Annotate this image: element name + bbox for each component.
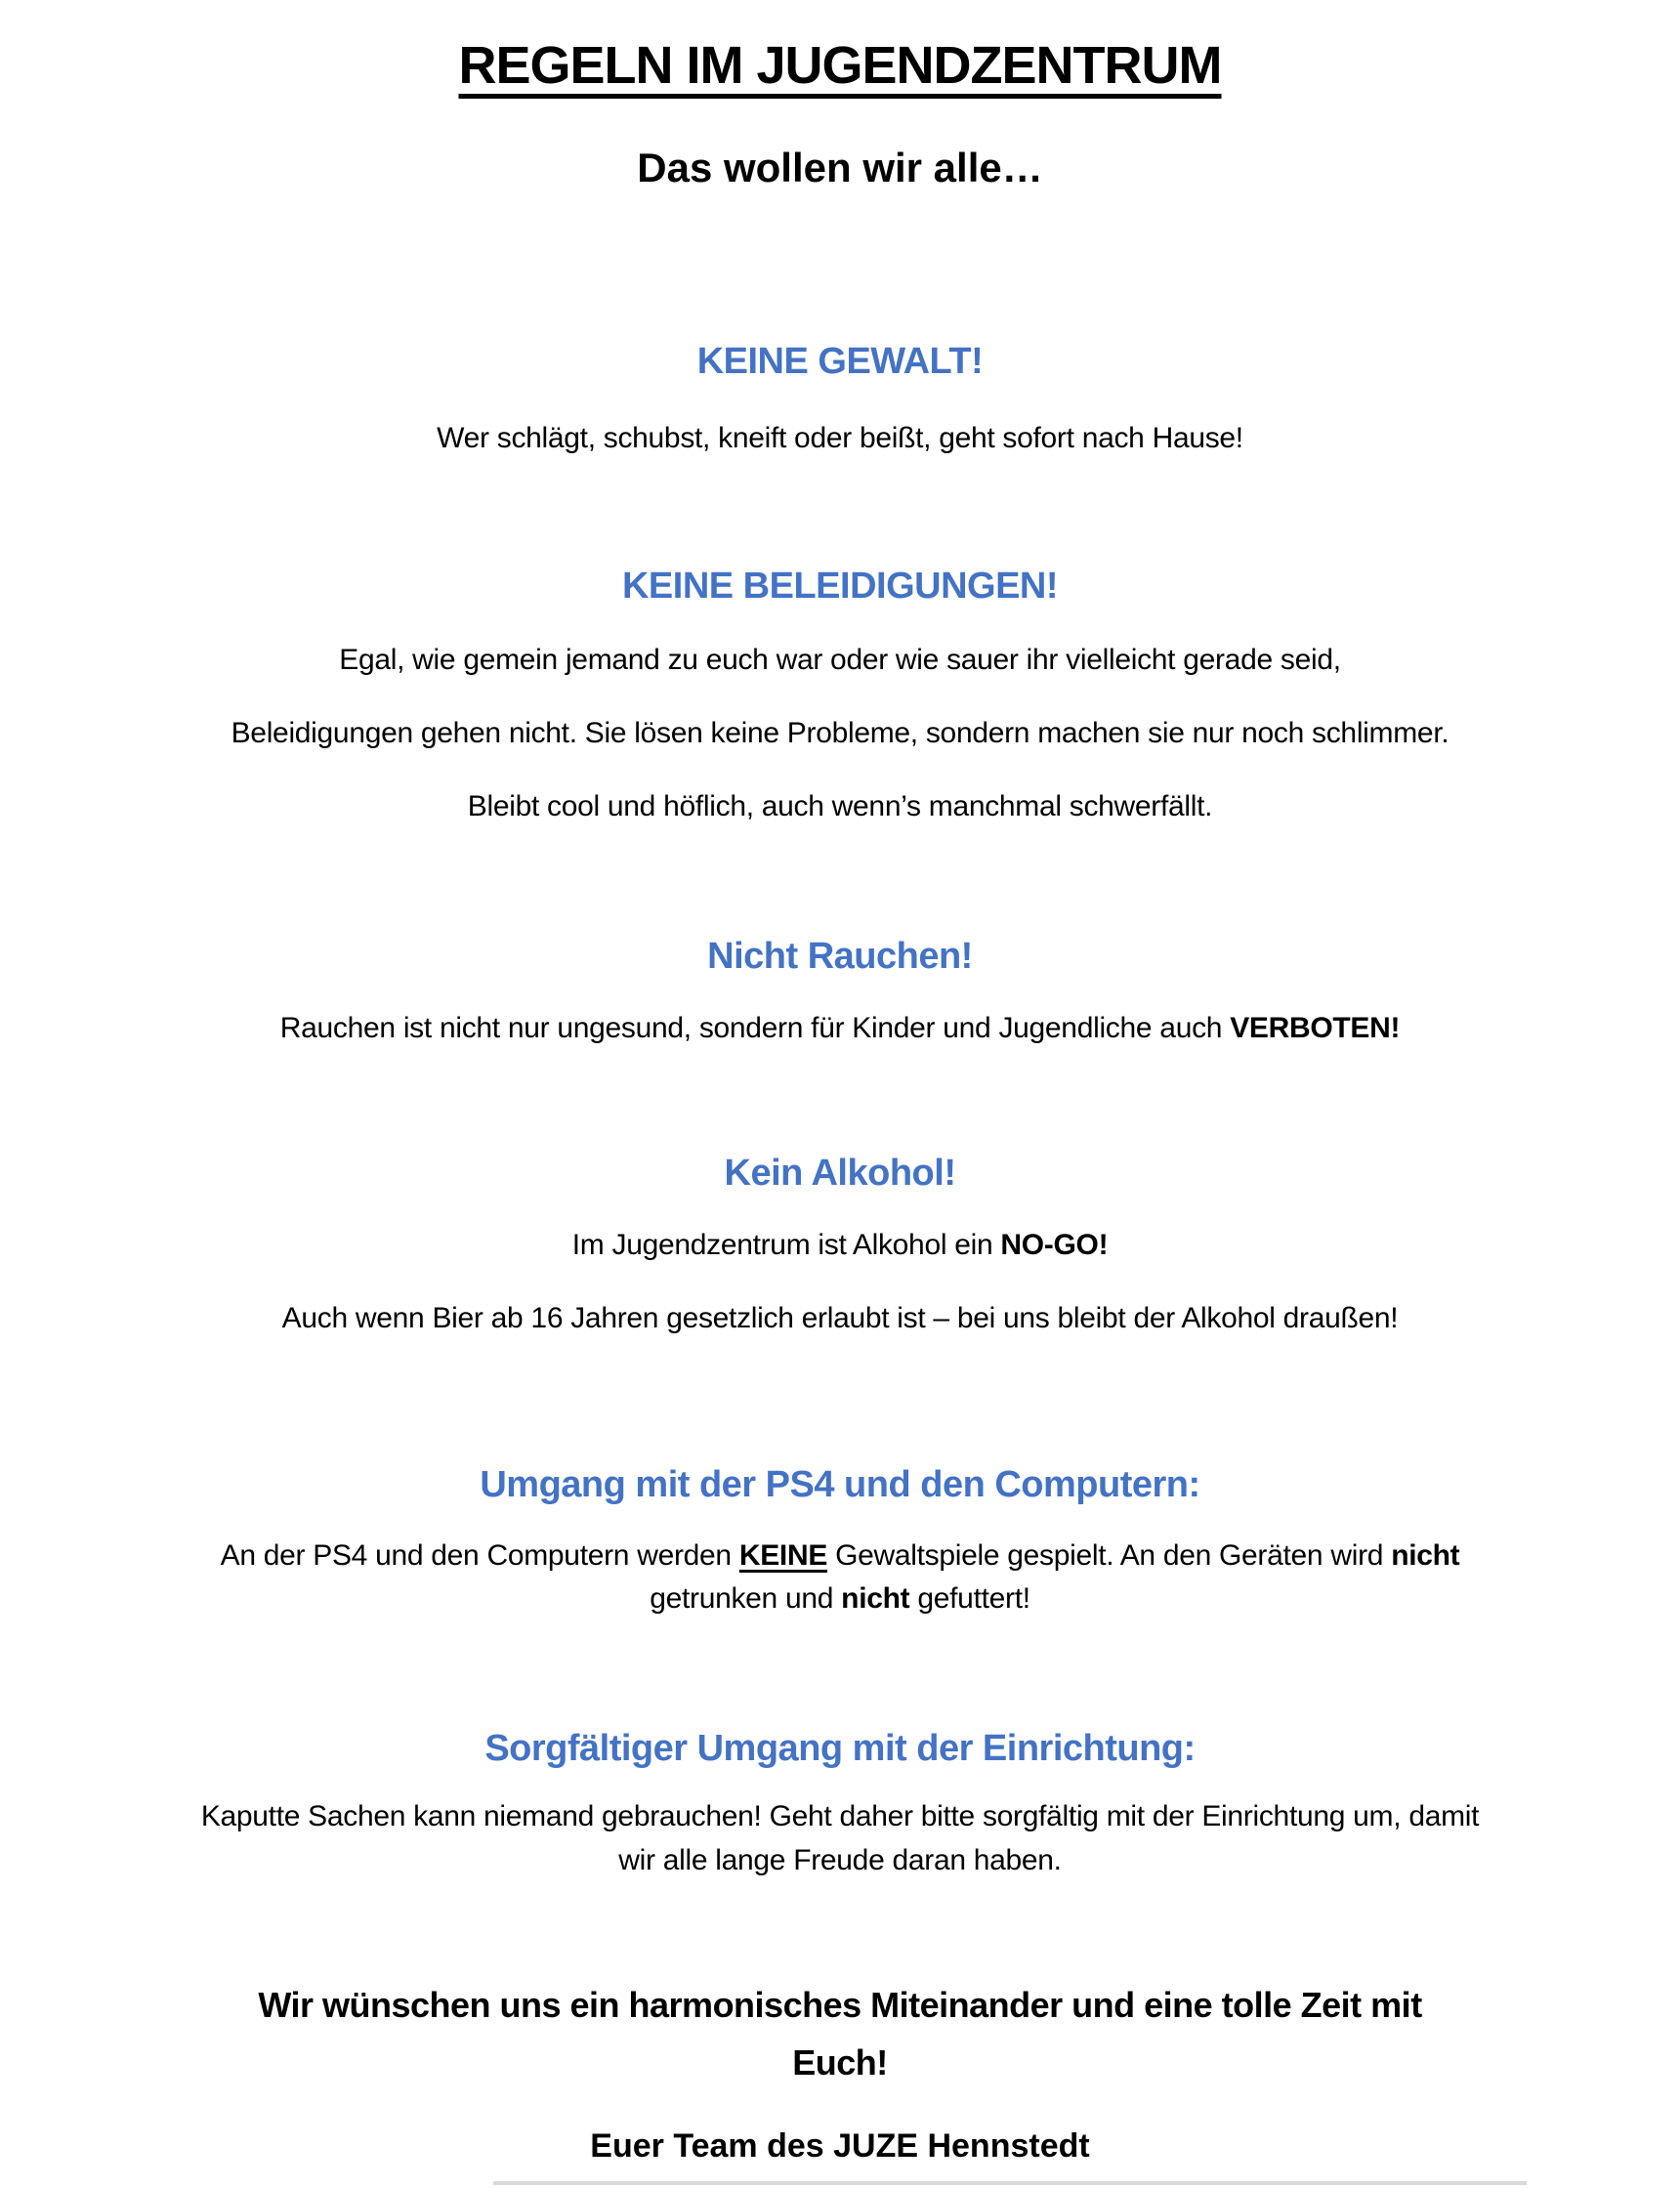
section-heading-alkohol: Kein Alkohol! [724, 1153, 956, 1194]
ps4-nicht-bold-2: nicht [841, 1582, 910, 1615]
rauchen-verboten-bold: VERBOTEN! [1230, 1012, 1401, 1044]
section-heading-einrichtung: Sorgfältiger Umgang mit der Einrichtung: [484, 1728, 1196, 1769]
section-beleidigungen-body-line-2: Beleidigungen gehen nicht. Sie lösen keine Probleme, sondern machen sie nur noch schlimmer. [231, 717, 1449, 749]
section-beleidigungen-body-line-1: Egal, wie gemein jemand zu euch war oder wie sauer ihr vielleicht gerade seid, [339, 644, 1341, 676]
ps4-nicht-bold-1: nicht [1391, 1539, 1460, 1572]
section-heading-beleidigungen: KEINE BELEIDIGUNGEN! [621, 566, 1059, 607]
ps4-keine-bold-underline: KEINE [738, 1539, 828, 1572]
rauchen-text: Rauchen ist nicht nur ungesund, sondern für Kinder und Jugendliche auch [279, 1012, 1231, 1044]
section-rauchen-body-line [0, 1012, 1680, 1045]
section-heading-ps4: Umgang mit der PS4 und den Computern: [480, 1464, 1200, 1505]
section-beleidigungen-body-line-3: Bleibt cool und höflich, auch wenn’s manchmal schwerfällt. [467, 790, 1213, 822]
section-einrichtung-body-line-1: Kaputte Sachen kann niemand gebrauchen! Geht daher bitte sorgfältig mit der Einrichtung um, damit [200, 1800, 1480, 1832]
bottom-cutoff-divider [493, 2181, 1527, 2185]
page-subtitle: Das wollen wir alle… [637, 145, 1043, 190]
ps4-text-c: getrunken und [650, 1582, 842, 1615]
ps4-text-a: An der PS4 und den Computern werden [220, 1539, 739, 1572]
page-title: REGELN IM JUGENDZENTRUM [458, 36, 1222, 95]
closing-team-signature: Euer Team des JUZE Hennstedt [590, 2127, 1090, 2165]
section-heading-gewalt: KEINE GEWALT! [696, 341, 984, 382]
section-alkohol-body-line-1 [0, 1229, 1680, 1262]
section-heading-rauchen: Nicht Rauchen! [707, 936, 973, 977]
alkohol-nogo-bold: NO-GO! [1000, 1229, 1109, 1261]
ps4-text-b: Gewaltspiele gespielt. An den Geräten wird [827, 1539, 1392, 1572]
section-einrichtung-body-line-2: wir alle lange Freude daran haben. [618, 1844, 1062, 1876]
alkohol-text: Im Jugendzentrum ist Alkohol ein [571, 1229, 1001, 1261]
closing-statement-line-2: Euch! [792, 2042, 888, 2083]
closing-statement-line-1: Wir wünschen uns ein harmonisches Miteinander und eine tolle Zeit mit [258, 1985, 1422, 2025]
section-ps4-body-line-1 [0, 1539, 1680, 1573]
section-alkohol-body-line-2: Auch wenn Bier ab 16 Jahren gesetzlich erlaubt ist – bei uns bleibt der Alkohol draußen! [281, 1302, 1399, 1334]
section-ps4-body-line-2 [0, 1582, 1680, 1616]
section-gewalt-body-line: Wer schlägt, schubst, kneift oder beißt, geht sofort nach Hause! [437, 422, 1243, 454]
ps4-text-d: gefuttert! [909, 1582, 1030, 1615]
